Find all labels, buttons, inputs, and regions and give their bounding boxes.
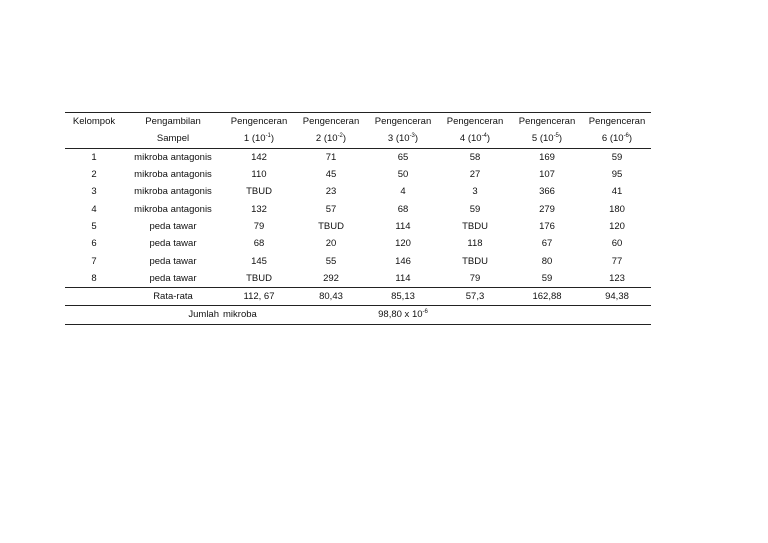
header-row-2	[65, 130, 651, 148]
sample-cell: peda tawar	[149, 238, 197, 250]
count-cell: 68	[397, 203, 409, 215]
total-row	[65, 306, 651, 324]
count-cell: 59	[541, 272, 553, 284]
count-cell: 79	[469, 272, 481, 284]
count-cell: 58	[469, 151, 481, 163]
total-label-2: mikroba	[223, 306, 295, 324]
count-cell: 279	[539, 203, 555, 215]
sample-cell: mikroba antagonis	[134, 151, 212, 163]
count-cell: 366	[539, 186, 555, 198]
data-table	[65, 112, 651, 325]
sample-cell: mikroba antagonis	[134, 186, 212, 198]
table-row	[65, 252, 651, 269]
count-cell: 142	[251, 151, 267, 163]
header-cell: Kelompok	[65, 113, 123, 131]
average-cell	[65, 287, 123, 305]
group-cell: 2	[91, 169, 97, 181]
count-cell: TBDU	[462, 255, 488, 267]
count-cell: 132	[251, 203, 267, 215]
count-cell: 114	[395, 220, 411, 232]
group-cell: 8	[91, 272, 97, 284]
header-cell: 5 $(10^{-5})$	[511, 130, 583, 148]
table-row	[65, 183, 651, 200]
average-cell: 112, 67	[223, 287, 295, 305]
average-cell: 80,43	[295, 287, 367, 305]
count-cell: 120	[609, 220, 625, 232]
header-cell: 1 $(10^{-1})$	[223, 130, 295, 148]
count-cell: 4	[400, 186, 406, 198]
total-cell	[439, 306, 511, 324]
count-cell: 59	[469, 203, 481, 215]
header-cell: Pengenceran	[223, 113, 295, 131]
count-cell: 45	[325, 169, 337, 181]
header-cell: Pengambilan	[123, 113, 223, 131]
count-cell: 123	[609, 272, 625, 284]
table-body	[65, 148, 651, 287]
average-cell: 94,38	[583, 287, 651, 305]
count-cell: 114	[395, 272, 411, 284]
average-label: Rata-rata	[123, 287, 223, 305]
count-cell: TBUD	[246, 186, 272, 198]
header-cell: 2 $(10^{-2})$	[295, 130, 367, 148]
header-cell: Pengenceran	[367, 113, 439, 131]
count-cell: 68	[253, 238, 265, 250]
sample-cell: peda tawar	[149, 255, 197, 267]
header-cell: Pengenceran	[439, 113, 511, 131]
count-cell: 59	[611, 151, 623, 163]
header-cell: Pengenceran	[295, 113, 367, 131]
count-cell: TBUD	[246, 272, 272, 284]
count-cell: 146	[395, 255, 411, 267]
total-label: Jumlah	[123, 306, 223, 324]
table-row	[65, 166, 651, 183]
table-row	[65, 148, 651, 166]
group-cell: 6	[91, 238, 97, 250]
count-cell: TBUD	[318, 220, 344, 232]
count-cell: 107	[539, 169, 555, 181]
count-cell: 67	[541, 238, 553, 250]
count-cell: 145	[251, 255, 267, 267]
count-cell: 27	[469, 169, 481, 181]
header-cell	[65, 130, 123, 148]
average-cell: 57,3	[439, 287, 511, 305]
table-row	[65, 270, 651, 288]
count-cell: 80	[541, 255, 553, 267]
header-cell: Pengenceran	[511, 113, 583, 131]
count-cell: 95	[611, 169, 623, 181]
header-cell: Sampel	[123, 130, 223, 148]
count-cell: 292	[323, 272, 339, 284]
average-cell: 162,88	[511, 287, 583, 305]
count-cell: 176	[539, 220, 555, 232]
count-cell: 55	[325, 255, 337, 267]
count-cell: 71	[325, 151, 337, 163]
count-cell: 110	[251, 169, 267, 181]
count-cell: 20	[325, 238, 337, 250]
table-row	[65, 200, 651, 217]
count-cell: TBDU	[462, 220, 488, 232]
group-cell: 1	[91, 151, 97, 163]
count-cell: 23	[325, 186, 337, 198]
sample-cell: peda tawar	[149, 220, 197, 232]
count-cell: 77	[611, 255, 623, 267]
count-cell: 65	[397, 151, 409, 163]
count-cell: 57	[325, 203, 337, 215]
header-cell: Pengenceran	[583, 113, 651, 131]
header-cell: 6 $(10^{-6})$	[583, 130, 651, 148]
total-cell	[583, 306, 651, 324]
total-cell	[65, 306, 123, 324]
sample-cell: mikroba antagonis	[134, 169, 212, 181]
count-cell: 118	[467, 238, 483, 250]
count-cell: 79	[253, 220, 265, 232]
count-cell: 50	[397, 169, 409, 181]
group-cell: 3	[91, 186, 97, 198]
total-value: 98,80 x $10^{-6}$	[367, 306, 439, 324]
count-cell: 120	[395, 238, 411, 250]
sample-cell: mikroba antagonis	[134, 203, 212, 215]
count-cell: 169	[539, 151, 555, 163]
table-row	[65, 218, 651, 235]
header-row-1	[65, 113, 651, 131]
count-cell: 180	[609, 203, 625, 215]
total-cell	[511, 306, 583, 324]
group-cell: 7	[91, 255, 97, 267]
header-cell: 4 $(10^{-4})$	[439, 130, 511, 148]
total-cell	[295, 306, 367, 324]
average-row	[65, 287, 651, 305]
group-cell: 5	[91, 220, 97, 232]
sample-cell: peda tawar	[149, 272, 197, 284]
group-cell: 4	[91, 203, 97, 215]
header-cell: 3 $(10^{-3})$	[367, 130, 439, 148]
count-cell: 41	[611, 186, 623, 198]
table-row	[65, 235, 651, 252]
average-cell: 85,13	[367, 287, 439, 305]
count-cell: 3	[472, 186, 478, 198]
count-cell: 60	[611, 238, 623, 250]
